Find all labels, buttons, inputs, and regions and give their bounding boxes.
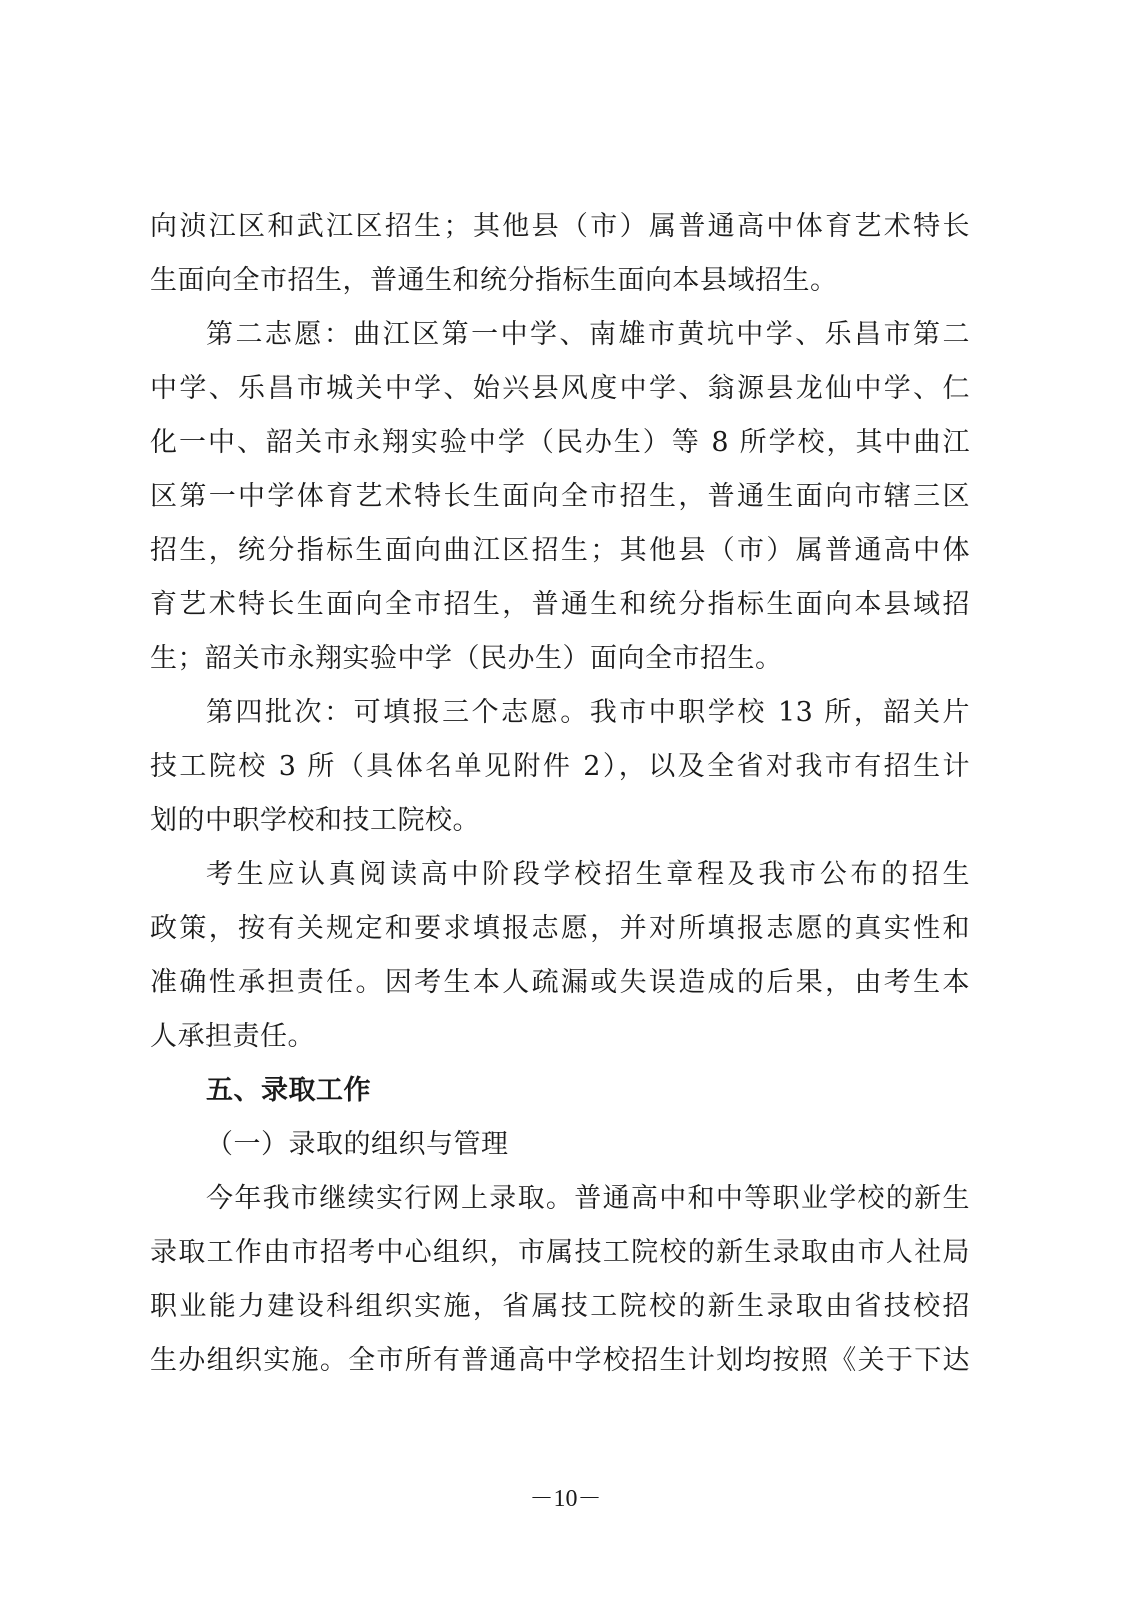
- body-line: 政策，按有关规定和要求填报志愿，并对所填报志愿的真实性和: [150, 913, 970, 944]
- document-body: [150, 200, 970, 1388]
- body-line: 第二志愿：曲江区第一中学、南雄市黄坑中学、乐昌市第二: [206, 319, 970, 350]
- body-line: 生办组织实施。全市所有普通高中学校招生计划均按照《关于下达: [150, 1345, 970, 1376]
- body-line: 今年我市继续实行网上录取。普通高中和中等职业学校的新生: [206, 1183, 970, 1214]
- page-number: －10－: [529, 1486, 602, 1512]
- body-line: 人承担责任。: [150, 1021, 315, 1052]
- body-line: 考生应认真阅读高中阶段学校招生章程及我市公布的招生: [206, 859, 970, 890]
- body-line: 区第一中学体育艺术特长生面向全市招生，普通生面向市辖三区: [150, 481, 970, 512]
- body-line: 化一中、韶关市永翔实验中学（民办生）等 8 所学校，其中曲江: [150, 427, 970, 458]
- body-line: 准确性承担责任。因考生本人疏漏或失误造成的后果，由考生本: [150, 967, 970, 998]
- body-line: 录取工作由市招考中心组织，市属技工院校的新生录取由市人社局: [150, 1237, 970, 1268]
- body-line: 向浈江区和武江区招生；其他县（市）属普通高中体育艺术特长: [150, 211, 970, 242]
- body-line: 划的中职学校和技工院校。: [150, 805, 480, 836]
- body-line: 职业能力建设科组织实施，省属技工院校的新生录取由省技校招: [150, 1291, 970, 1322]
- body-line: 育艺术特长生面向全市招生，普通生和统分指标生面向本县域招: [150, 589, 970, 620]
- body-line: 技工院校 3 所（具体名单见附件 2），以及全省对我市有招生计: [150, 751, 970, 782]
- section-heading: 五、录取工作: [206, 1075, 371, 1106]
- body-line: 生面向全市招生，普通生和统分指标生面向本县域招生。: [150, 265, 838, 296]
- body-line: 招生，统分指标生面向曲江区招生；其他县（市）属普通高中体: [150, 535, 970, 566]
- body-line: 第四批次：可填报三个志愿。我市中职学校 13 所，韶关片: [206, 697, 970, 728]
- body-line: 生；韶关市永翔实验中学（民办生）面向全市招生。: [150, 643, 783, 674]
- body-line: 中学、乐昌市城关中学、始兴县风度中学、翁源县龙仙中学、仁: [150, 373, 970, 404]
- subsection-heading: （一）录取的组织与管理: [206, 1129, 509, 1160]
